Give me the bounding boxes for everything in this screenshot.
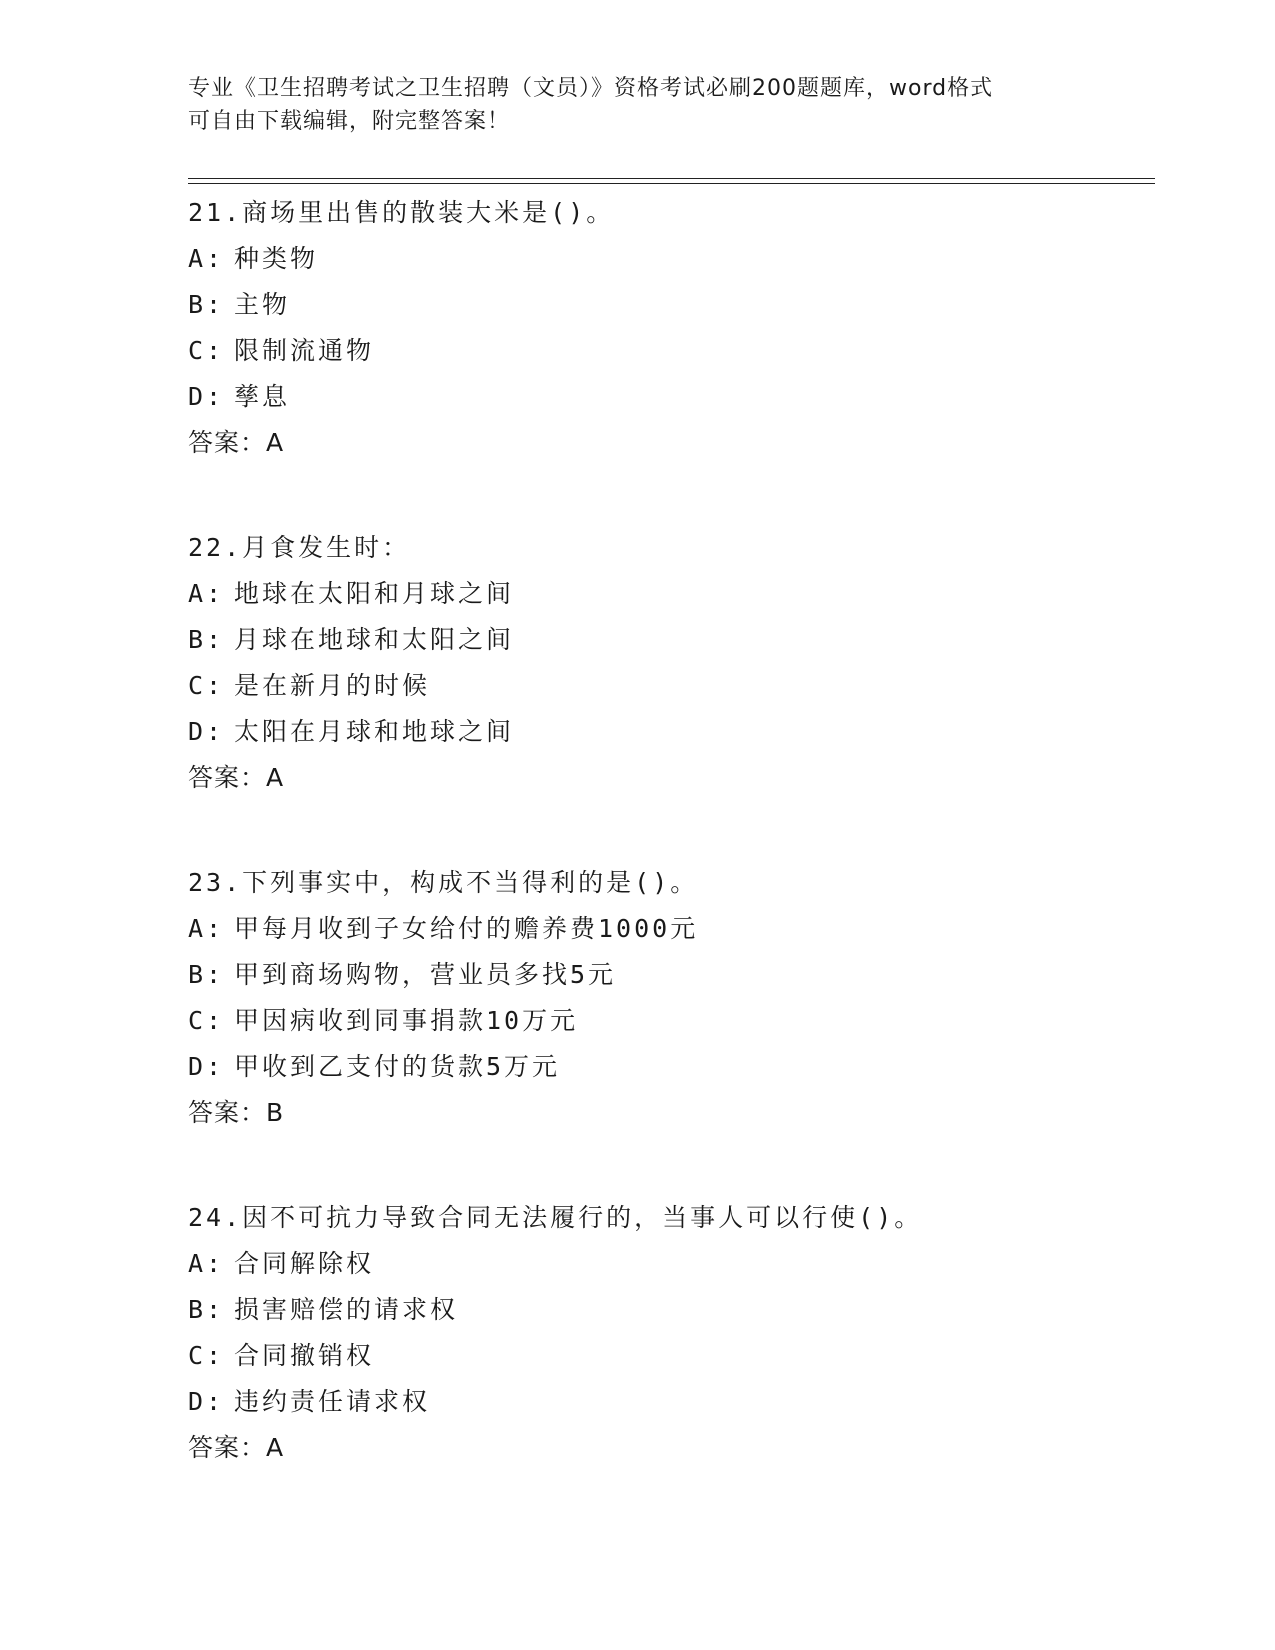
option-text: 限制流通物 (234, 336, 375, 365)
question-list (188, 190, 1148, 1530)
option-letter: B: (188, 625, 225, 654)
answer-line: 答案：A (188, 1433, 285, 1462)
option-text: 甲收到乙支付的货款5万元 (234, 1052, 561, 1081)
option-d (188, 374, 1148, 420)
option-letter: C: (188, 1006, 225, 1035)
option-a (188, 236, 1148, 282)
option-letter: A: (188, 1249, 225, 1278)
question-item (188, 190, 1148, 466)
option-a (188, 571, 1148, 617)
option-d (188, 709, 1148, 755)
option-text: 甲到商场购物，营业员多找5元 (234, 960, 617, 989)
option-letter: C: (188, 336, 225, 365)
answer-line: 答案：B (188, 1098, 285, 1127)
option-text: 太阳在月球和地球之间 (234, 717, 515, 746)
option-d (188, 1379, 1148, 1425)
option-letter: D: (188, 1387, 225, 1416)
option-text: 甲因病收到同事捐款10万元 (234, 1006, 579, 1035)
option-text: 违约责任请求权 (234, 1387, 431, 1416)
option-c (188, 328, 1148, 374)
option-a (188, 1241, 1148, 1287)
option-d (188, 1044, 1148, 1090)
option-text: 是在新月的时候 (234, 671, 431, 700)
option-letter: B: (188, 1295, 225, 1324)
option-b (188, 617, 1148, 663)
header-line-2: 可自由下载编辑，附完整答案！ (188, 109, 511, 134)
question-stem: 22.月食发生时： (188, 533, 411, 562)
option-letter: B: (188, 290, 225, 319)
option-letter: C: (188, 671, 225, 700)
option-b (188, 952, 1148, 998)
option-letter: D: (188, 382, 225, 411)
option-letter: A: (188, 244, 225, 273)
answer-line: 答案：A (188, 763, 285, 792)
header-divider-bottom (188, 183, 1155, 184)
option-c (188, 998, 1148, 1044)
option-text: 种类物 (234, 244, 319, 273)
option-text: 孳息 (234, 382, 291, 411)
question-stem: 21.商场里出售的散装大米是()。 (188, 198, 615, 227)
option-letter: A: (188, 579, 225, 608)
option-letter: B: (188, 960, 225, 989)
option-text: 合同解除权 (234, 1249, 375, 1278)
option-text: 甲每月收到子女给付的赡养费1000元 (234, 914, 699, 943)
option-text: 地球在太阳和月球之间 (234, 579, 515, 608)
option-letter: D: (188, 1052, 225, 1081)
header-line-1: 专业《卫生招聘考试之卫生招聘（文员）》资格考试必刷200题题库，word格式 (188, 76, 994, 101)
option-letter: A: (188, 914, 225, 943)
question-stem: 23.下列事实中，构成不当得利的是()。 (188, 868, 699, 897)
option-letter: C: (188, 1341, 225, 1370)
document-header (188, 72, 1088, 138)
answer-line: 答案：A (188, 428, 285, 457)
question-item (188, 1195, 1148, 1471)
option-b (188, 282, 1148, 328)
option-a (188, 906, 1148, 952)
option-text: 合同撤销权 (234, 1341, 375, 1370)
header-divider-top (188, 178, 1155, 179)
option-text: 主物 (234, 290, 291, 319)
option-text: 月球在地球和太阳之间 (234, 625, 515, 654)
option-text: 损害赔偿的请求权 (234, 1295, 459, 1324)
question-item (188, 860, 1148, 1136)
option-b (188, 1287, 1148, 1333)
option-c (188, 1333, 1148, 1379)
option-c (188, 663, 1148, 709)
option-letter: D: (188, 717, 225, 746)
question-stem: 24.因不可抗力导致合同无法履行的，当事人可以行使()。 (188, 1203, 923, 1232)
question-item (188, 525, 1148, 801)
